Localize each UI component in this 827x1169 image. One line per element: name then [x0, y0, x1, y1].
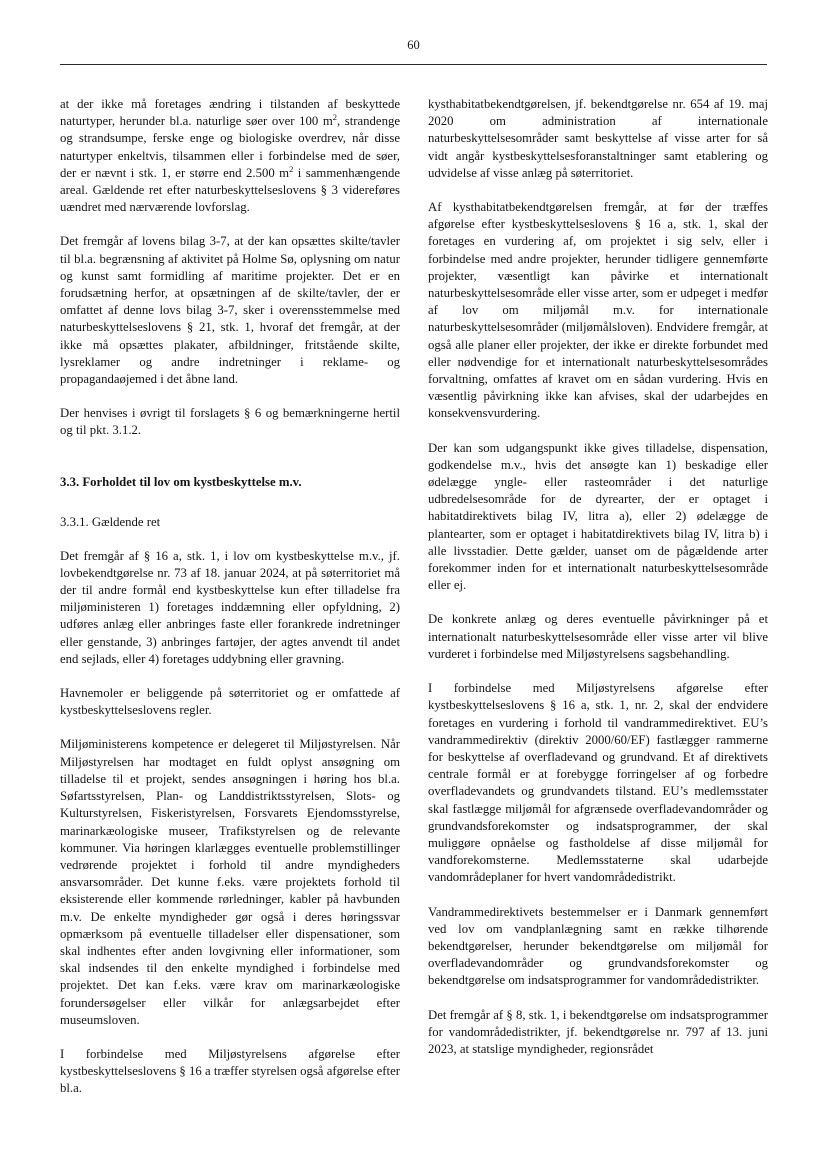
paragraph: Havnemoler er beliggende på søterritoriet og er omfattede af kystbeskyttelseslovens regler. [60, 686, 400, 718]
paragraph: Det fremgår af lovens bilag 3-7, at der kan opsættes skilte/tavler til bl.a. begrænsning af aktivitet på Holme Sø, oplysning om natur og kunst samt formidling af maritime projekter. Det er en forudsætning herfor, at opsætningen af de skilte/tavler, der er omfattet af denne lovs bilag 3-7, sker i overensstemmelse med naturbeskyttelseslovens § 21, stk. 1, hvoraf det fremgår, at der ikke må opsættes plakater, afbildninger, fritstående skilte, lysreklamer og andre indretninger i reklame- og propagandaøjemed i det åbne land. [60, 234, 400, 387]
page-number: 60 [407, 38, 420, 52]
paragraph: Der henvises i øvrigt til forslagets § 6 og bemærkningerne hertil og til pkt. 3.1.2. [60, 406, 400, 438]
paragraph: Det fremgår af § 16 a, stk. 1, i lov om kystbeskyttelse m.v., jf. lovbekendtgørelse nr. 73 af 18. januar 2024, at på søterritoriet må der til andre formål end kystbeskyttelse kun efter tilladelse fra miljøministeren 1) foretages inddæmning eller opfyldning, 2) udføres anlæg eller anbringes faste eller forankrede indretninger eller genstande, 3) anbringes fartøjer, der agtes anvendt til andet end sejlads, eller 4) foretages uddybning eller gravning. [60, 548, 400, 666]
left-column [60, 96, 400, 1115]
superscript: 2 [332, 111, 337, 122]
paragraph: Der kan som udgangspunkt ikke gives tilladelse, dispensation, godkendelse m.v., hvis det ansøgte kan 1) beskadige eller ødelægge yngle- eller rasteområder i det naturlige udbredelsesområde for de dyrearter, der er optaget i habitatdirektivets bilag IV, litra a), eller 2) ødelægge de plantearter, som er optaget i habitatdirektivets bilag IV, litra b) i alle livsstadier. Dette gælder, uanset om de pågældende arter forekommer inden for et internationalt naturbeskyttelsesområde eller ej. [428, 440, 768, 593]
paragraph: I forbindelse med Miljøstyrelsens afgørelse efter kystbeskyttelseslovens § 16 a træffer styrelsen også afgørelse efter bl.a. [60, 1046, 400, 1096]
paragraph: at der ikke må foretages ændring i tilstanden af beskyttede naturtyper, herunder bl.a. naturlige søer over 100 $m^2$, strandenge og strandsumpe, ferske enge og biologiske overdrev, når disse naturtyper enkeltvis, tilsammen eller i forbindelse med de søer, der er nævnt i stk. 1, er større end 2.500 $m^2$ i sammenhængende areal. Gældende ret efter naturbeskyttelseslovens § 3 videreføres uændret med nærværende lovforslag. [60, 97, 400, 215]
paragraph: De konkrete anlæg og deres eventuelle påvirkninger på et internationalt naturbeskyttelsesområde eller visse arter vil blive vurderet i forbindelse med Miljøstyrelsens sagsbehandling. [428, 612, 768, 661]
paragraph: I forbindelse med Miljøstyrelsens afgørelse efter kystbeskyttelseslovens § 16 a, stk. 1, nr. 2, skal der endvidere foretages en vurdering i forhold til vandrammedirektivet. EU’s vandrammedirektiv (direktiv 2000/60/EF) fastlægger rammerne for beskyttelse af overfladevand og grundvand. Et af direktivets centrale formål er at forebygge forringelser af og forbedre overfladevandets og grundvandets tilstand. EU’s medlemsstater skal fastlægge miljømål for afgrænsede overfladevandområder og grundvandsforekomster og indsatsprogrammer, der skal muliggøre opnåelse og fastholdelse af disse miljømål for vandforekomsterne. Medlemsstaterne skal udarbejde vandområdeplaner for hvert vandområdedistrikt. [428, 681, 768, 885]
paragraph: Miljøministerens kompetence er delegeret til Miljøstyrelsen. Når Miljøstyrelsen har modtaget en fuldt oplyst ansøgning om tilladelse til et projekt, sendes ansøgningen i høring hos bl.a. Søfartsstyrelsen, Plan- og Landdistriktsstyrelsen, Slots- og Kulturstyrelsen, Fiskeristyrelsen, Forsvarets Ejendomsstyrelse, marinarkæologiske museer, Trafikstyrelsen og de relevante kommuner. Via høringen klarlægges eventuelle problemstillinger vedrørende projektet i forhold til andre myndigheders ansvarsområder. Det kunne f.eks. være projektets forhold til eksisterende eller kommende rørledninger, kabler på havbunden m.v. De enkelte myndigheder gør også i deres høringssvar opmærksom på eventuelle tilladelser eller dispensationer, som skal indhentes efter anden lovgivning eller informationer, som skal indsendes til den enkelte myndighed i forbindelse med projektet. Det kan f.eks. være krav om marinarkæologiske forundersøgelser eller vilkår for anlægsarbejdet efter museumsloven. [60, 737, 400, 1027]
page-header [60, 38, 767, 65]
paragraph: Vandrammedirektivets bestemmelser er i Danmark gennemført ved lov om vandplanlægning samt en række tilhørende bekendtgørelser, herunder bekendtgørelse om miljømål for overfladevandområder og grundvandsforekomster og bekendtgørelse om indsatsprogrammer for vandområdedistrikter. [428, 904, 768, 988]
right-column [428, 96, 768, 1075]
subsection-heading: 3.3.1. Gældende ret [60, 514, 161, 529]
superscript: 2 [289, 163, 294, 174]
paragraph: kysthabitatbekendtgørelsen, jf. bekendtgørelse nr. 654 af 19. maj 2020 om administration af internationale naturbeskyttelsesområder samt beskyttelse af visse arter for så vidt angår kystbeskyttelsesforanstaltninger samt etablering og udvidelse af visse anlæg på søterritoriet. [428, 97, 768, 180]
section-heading: 3.3. Forholdet til lov om kystbeskyttelse m.v. [60, 474, 302, 489]
paragraph: Det fremgår af § 8, stk. 1, i bekendtgørelse om indsatsprogrammer for vandområdedistrikter, jf. bekendtgørelse nr. 797 af 13. juni 2023, at statslige myndigheder, regionsrådet [428, 1007, 768, 1056]
paragraph: Af kysthabitatbekendtgørelsen fremgår, at før der træffes afgørelse efter kystbeskyttelseslovens § 16 a, stk. 1, skal der foretages en vurdering af, om projektet i sig selv, eller i forbindelse med andre projekter, herunder tidligere gennemførte projekter, væsentligt kan påvirke et internationalt naturbeskyttelsesområde eller visse arter, som er udpeget i medfør af lov om miljømål m.v. for internationale naturbeskyttelsesområder (miljømålsloven). Endvidere fremgår, at også alle planer eller projekter, der ikke er direkte forbundet med eller nødvendige for et internationalt naturbeskyttelsesområdes forvaltning, omfattes af kravet om en sådan vurdering. Hvis en væsentlig påvirkning ikke kan afvises, skal der udarbejdes en konsekvensvurdering. [428, 200, 768, 421]
